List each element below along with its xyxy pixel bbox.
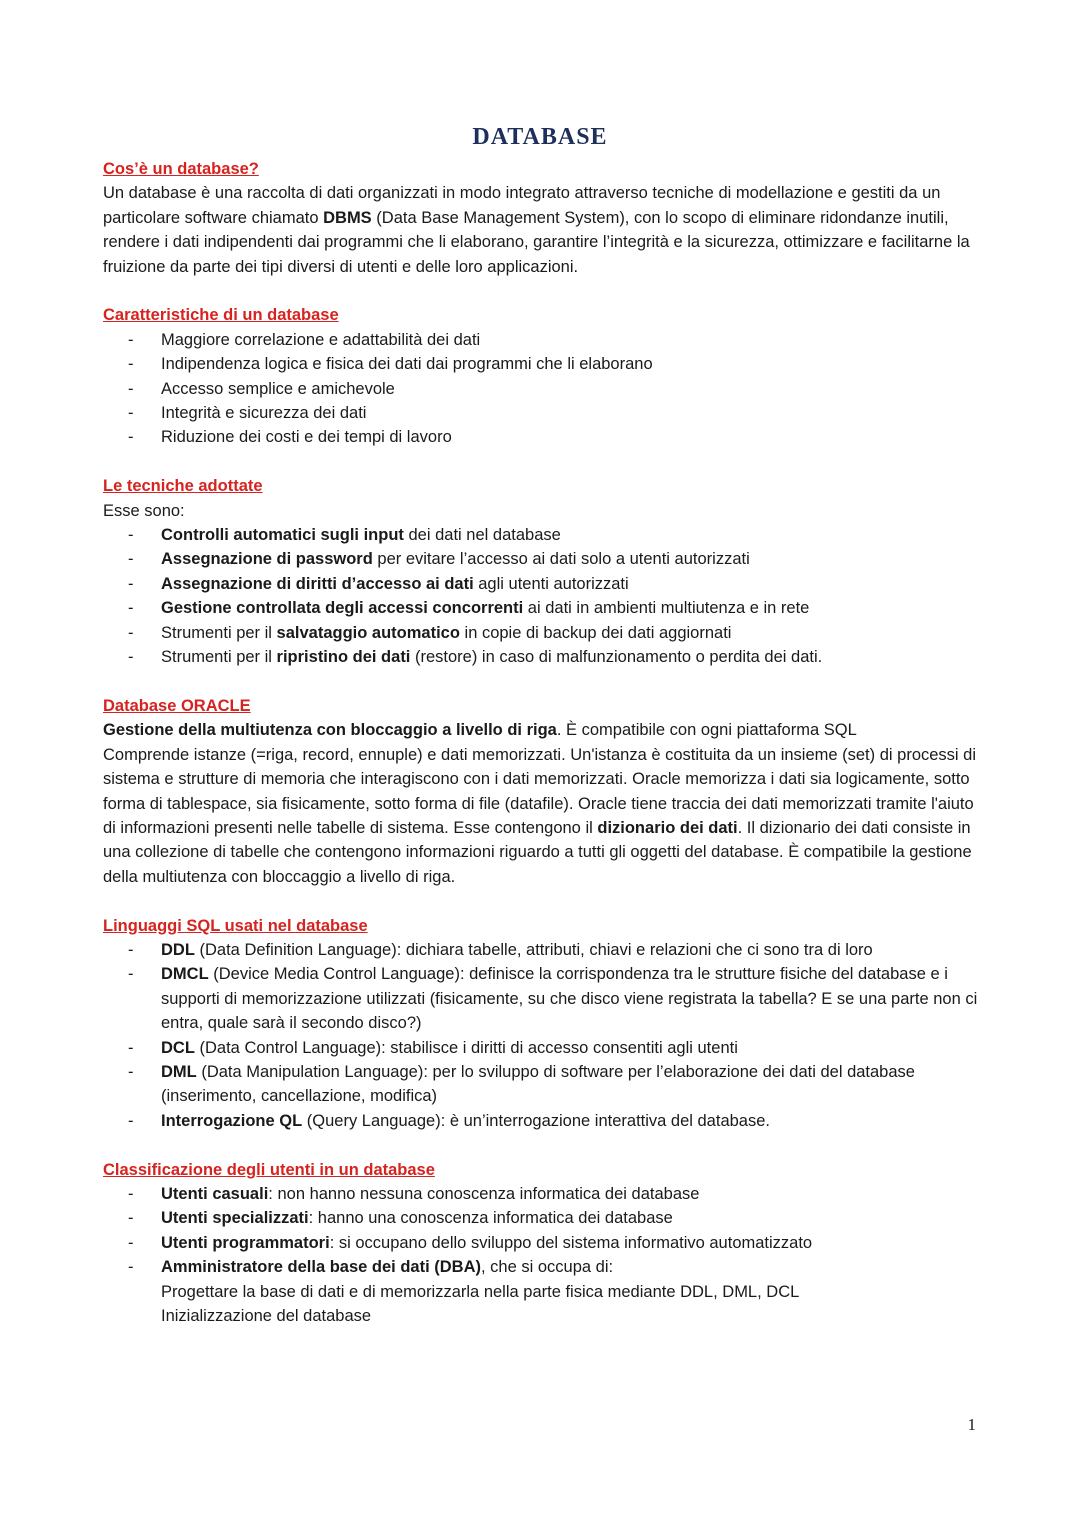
list-item: - Indipendenza logica e fisica dei dati dai programmi che li elaborano (103, 352, 983, 376)
text-run: : non hanno nessuna conoscenza informatica dei database (268, 1184, 700, 1203)
paragraph (103, 181, 983, 279)
text-run: . È compatibile con ogni piattaforma SQL (556, 721, 857, 740)
text-run: (Data Manipulation Language): per lo sviluppo di software per l’elaborazione dei dati del database (inserimento, cancellazione, modifica) (161, 1062, 915, 1106)
section-heading: Cos’è un database? (103, 160, 259, 178)
section-sql-languages (103, 914, 983, 1134)
text-run: : si occupano dello sviluppo del sistema informativo automatizzato (329, 1233, 813, 1252)
text-run: (restore) in caso di malfunzionamento o perdita dei dati. (410, 648, 823, 667)
document-body (103, 157, 983, 1353)
bold-term: DBMS (323, 208, 372, 227)
paragraph: Esse sono: (103, 501, 185, 520)
section-users (103, 1158, 983, 1329)
text-run: Un database è una raccolta di dati organizzati in modo integrato attraverso tecniche di modellazione e gestiti da un particolare software chiamato (103, 184, 941, 227)
section-features (103, 303, 983, 449)
list-item (103, 1060, 983, 1109)
bold-term: DMCL (161, 965, 209, 984)
bold-term: Gestione della multiutenza con bloccaggio a livello di riga (103, 721, 557, 740)
bold-term: DCL (161, 1038, 195, 1057)
section-what-is-database (103, 157, 983, 279)
bold-term: salvataggio automatico (276, 623, 460, 642)
list-item: - Riduzione dei costi e dei tempi di lavoro (103, 425, 983, 449)
dba-duty-line: Inizializzazione del database (161, 1307, 372, 1326)
text-run: . Il dizionario dei dati consiste in una collezione di tabelle che contengono informazioni riguardo a tutti gli oggetti del database. È compatibile la gestione della multiutenza con bloccaggio a livello di riga. (103, 818, 972, 886)
bold-term: Utenti specializzati (161, 1209, 309, 1228)
bold-term: dizionario dei dati (597, 818, 738, 837)
bullet-list (103, 328, 983, 450)
section-oracle (103, 694, 983, 889)
list-item (103, 1231, 983, 1255)
bold-term: Assegnazione di diritti d’accesso ai dati (161, 574, 474, 593)
section-heading: Database ORACLE (103, 696, 251, 715)
list-item: - Integrità e sicurezza dei dati (103, 401, 983, 425)
bold-term: DDL (161, 940, 195, 959)
text-run: dei dati nel database (403, 526, 561, 545)
list-item (103, 938, 983, 962)
bullet-list (103, 1182, 983, 1328)
bold-term: DML (161, 1062, 197, 1081)
text-run: , che si occupa di: (481, 1258, 614, 1277)
list-item (103, 547, 983, 571)
section-heading: Le tecniche adottate (103, 477, 263, 496)
list-item (103, 523, 983, 547)
list-item (103, 1036, 983, 1060)
list-item (103, 572, 983, 596)
text-run: (Data Base Management System), con lo scopo di eliminare ridondanze inutili, rendere i dati indipendenti dai programmi che li elaborano, garantire l’integrità e la sicurezza, ottimizzare e facilitarne la fruizione da parte dei tipi diversi di utenti e delle loro applicazioni. (103, 208, 970, 276)
text-run: Strumenti per il (161, 623, 277, 642)
section-heading: Linguaggi SQL usati nel database (103, 916, 368, 935)
bold-term: Gestione controllata degli accessi concorrenti (161, 599, 524, 618)
bullet-list (103, 938, 983, 1133)
section-techniques (103, 474, 983, 669)
bold-term: Assegnazione di password (161, 550, 373, 569)
text-run: agli utenti autorizzati (473, 574, 629, 593)
list-item (103, 596, 983, 620)
list-item (103, 621, 983, 645)
section-heading: Classificazione degli utenti in un database (103, 1160, 435, 1179)
text-run: per evitare l’accesso ai dati solo a utenti autorizzati (372, 550, 750, 569)
text-run: (Data Control Language): stabilisce i diritti di accesso consentiti agli utenti (194, 1038, 738, 1057)
page-number: 1 (967, 1415, 976, 1434)
list-item (103, 1182, 983, 1206)
text-run: in copie di backup dei dati aggiornati (459, 623, 732, 642)
text-run: Strumenti per il (161, 648, 277, 667)
paragraph (103, 743, 983, 889)
text-run: (Query Language): è un’interrogazione interattiva del database. (302, 1111, 770, 1130)
list-item (103, 1255, 983, 1328)
bold-term: Amministratore della base dei dati (DBA) (161, 1258, 481, 1277)
text-run: : hanno una conoscenza informatica dei database (308, 1209, 673, 1228)
list-item (103, 1206, 983, 1230)
section-heading: Caratteristiche di un database (103, 306, 339, 325)
bold-term: Interrogazione QL (161, 1111, 303, 1130)
text-run: (Device Media Control Language): definisce la corrispondenza tra le strutture fisiche del database e i supporti di memorizzazione utilizzati (fisicamente, su che disco viene registrata la tabella? E se una parte non ci entra, quale sarà il secondo disco?) (161, 965, 978, 1033)
bullet-list (103, 523, 983, 669)
text-run: (Data Definition Language): dichiara tabelle, attributi, chiavi e relazioni che ci sono tra di loro (194, 940, 873, 959)
paragraph (103, 718, 983, 742)
bold-term: Controlli automatici sugli input (161, 526, 404, 545)
text-run: ai dati in ambienti multiutenza e in rete (523, 599, 810, 618)
list-item (103, 962, 983, 1035)
bold-term: Utenti programmatori (161, 1233, 330, 1252)
list-item (103, 1109, 983, 1133)
list-item (103, 645, 983, 669)
bold-term: Utenti casuali (161, 1184, 269, 1203)
text-run: Comprende istanze (=riga, record, ennuple) e dati memorizzati. Un'istanza è costituita da un insieme (set) di processi di sistema e strutture di memoria che interagiscono con i dati memorizzati. Oracle memorizza i dati sia logicamente, sotto forma di tablespace, sia fisicamente, sotto forma di file (datafile). Oracle tiene traccia dei dati memorizzati tramite l'aiuto di informazioni presenti nelle tabelle di sistema. Esse contengono il (103, 745, 977, 837)
list-item: - Accesso semplice e amichevole (103, 377, 983, 401)
bold-term: ripristino dei dati (276, 648, 411, 667)
dba-duty-line: Progettare la base di dati e di memorizzarla nella parte fisica mediante DDL, DML, DCL (161, 1282, 800, 1301)
list-item: - Maggiore correlazione e adattabilità dei dati (103, 328, 983, 352)
document-title: DATABASE (472, 124, 608, 150)
